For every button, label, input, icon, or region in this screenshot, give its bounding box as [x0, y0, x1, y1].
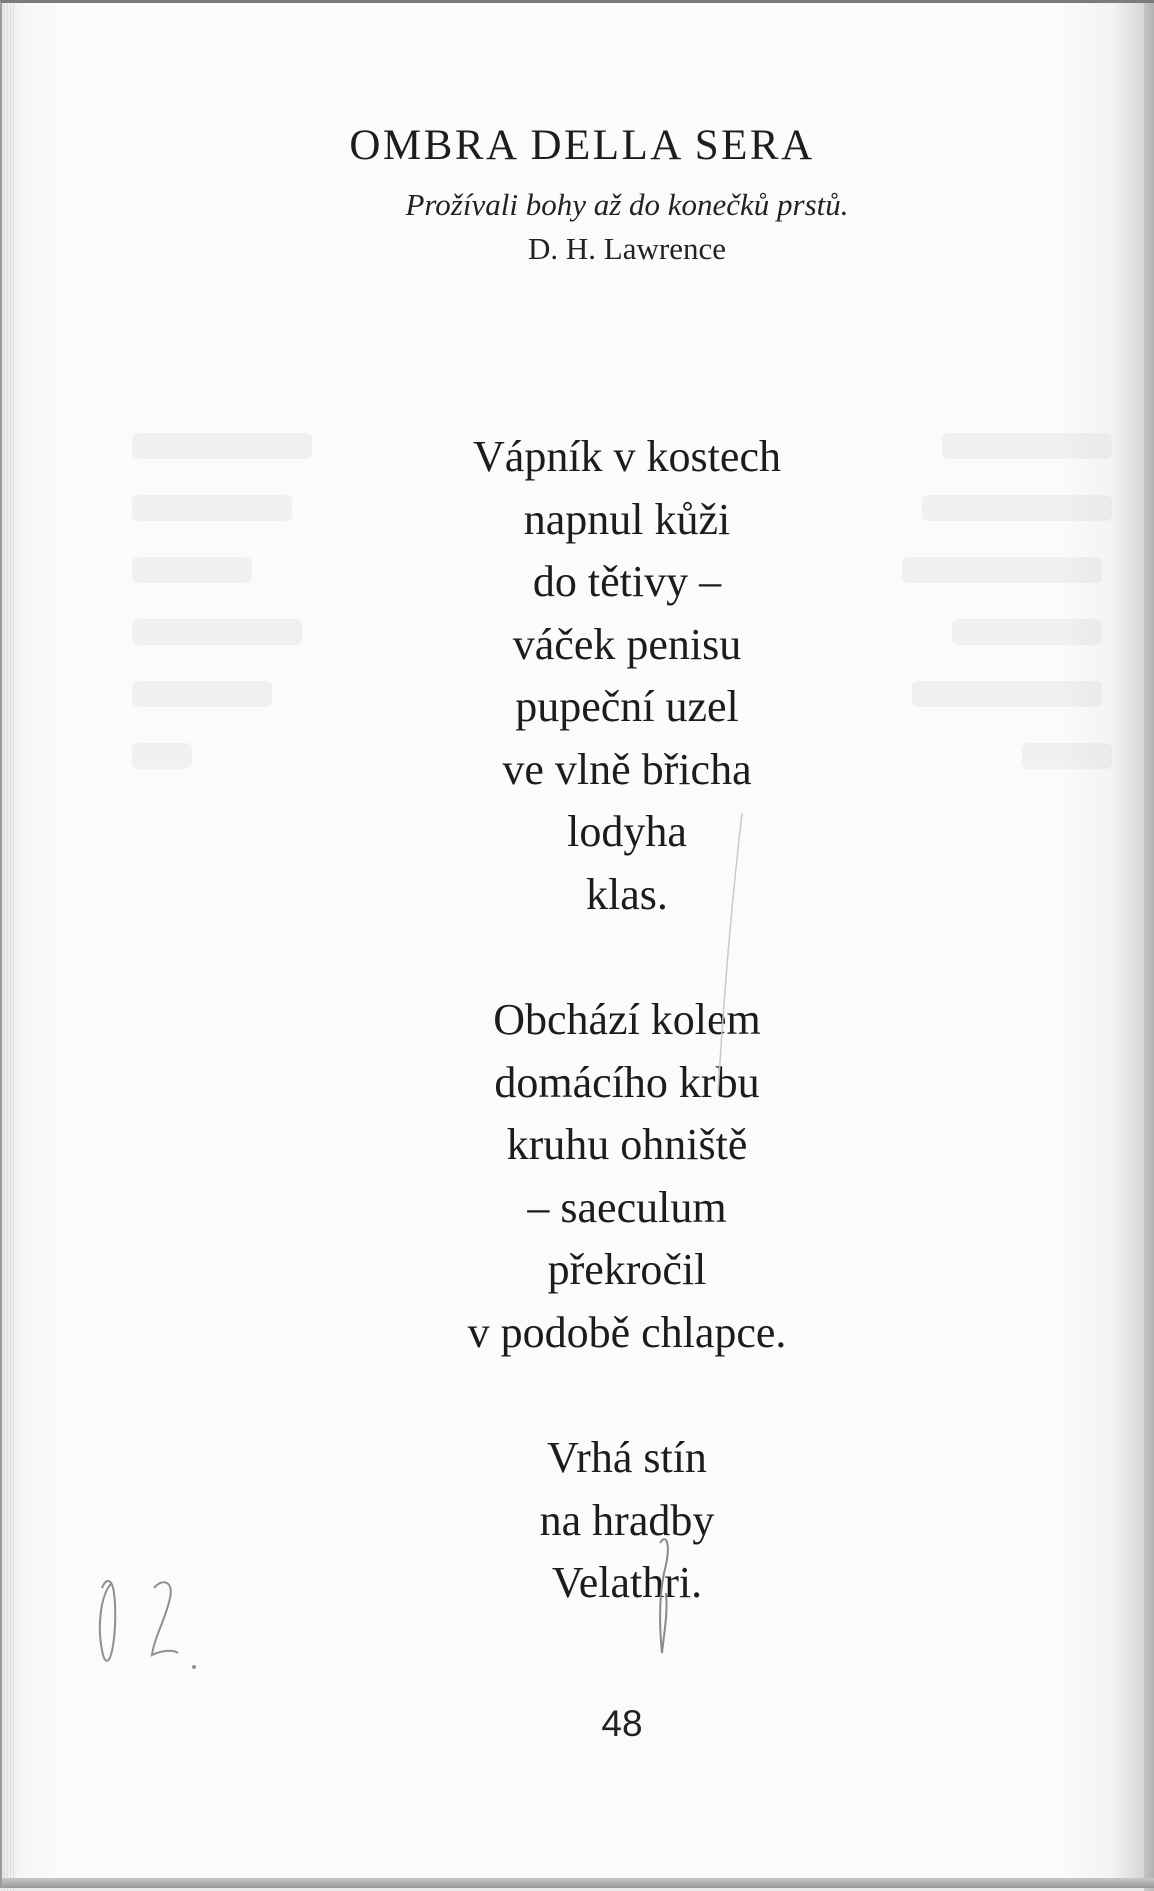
poem-line: na hradby	[539, 1495, 715, 1545]
poem-line: Vápník v kostech	[473, 432, 781, 481]
poem-line: v podobě chlapce.	[467, 1307, 787, 1357]
poem-motto: Prožívali bohy až do konečků prstů.	[405, 187, 849, 222]
poem-line: napnul kůži	[523, 494, 731, 544]
poem-line: domácího krbu	[494, 1057, 760, 1107]
pencil-annotation	[82, 1563, 242, 1673]
poem-line: – saeculum	[527, 1182, 727, 1232]
poem-line: klas.	[586, 869, 668, 919]
page-edge-right	[1144, 3, 1154, 1891]
poem-line: pupeční uzel	[515, 682, 739, 731]
poem-line: Obchází kolem	[493, 995, 761, 1044]
stanza-3	[382, 1427, 872, 1615]
motto-author: D. H. Lawrence	[528, 231, 726, 266]
stanza-1	[382, 426, 872, 926]
poem-line: Velathri.	[551, 1558, 703, 1607]
poem-title: OMBRA DELLA SERA	[349, 122, 815, 169]
poem-line: ve vlně břicha	[502, 744, 752, 794]
stanza-2	[382, 989, 872, 1364]
poem-line: kruhu ohniště	[506, 1120, 748, 1169]
page-edge-bottom	[2, 1878, 1154, 1888]
poem-line: lodyha	[567, 807, 687, 856]
page-edge-left	[4, 3, 14, 1891]
poem-line: váček penisu	[512, 619, 742, 669]
poem-line: překročil	[547, 1245, 707, 1294]
poem-line: Vrhá stín	[547, 1433, 707, 1482]
poem-line: do tětivy –	[532, 557, 722, 606]
page-number: 48	[601, 1703, 643, 1744]
